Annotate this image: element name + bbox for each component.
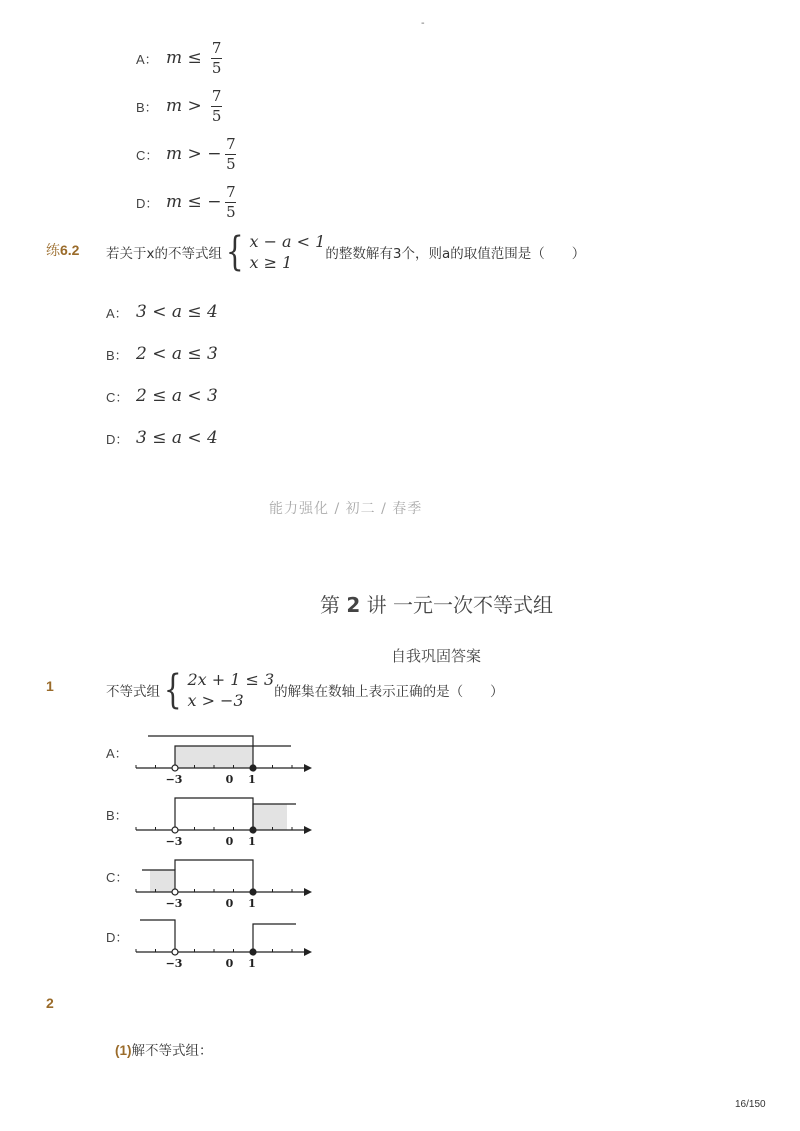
question-number-2: 2 xyxy=(46,995,54,1011)
operator: > xyxy=(187,96,202,116)
brace-icon: { xyxy=(163,667,182,713)
inequality-system xyxy=(222,231,325,273)
stem-text-after: 的整数解有3个，则a的取值范围是（ ） xyxy=(325,246,586,262)
closed-dot xyxy=(250,889,256,895)
practice-number: 6.2 xyxy=(60,242,80,258)
tick-label: −3 xyxy=(165,773,183,786)
operator: ≤ xyxy=(187,48,202,68)
fraction xyxy=(211,88,222,125)
number-line-b xyxy=(136,798,312,848)
option-expression xyxy=(166,136,236,173)
shaded-region xyxy=(175,746,253,768)
tick-label: 1 xyxy=(248,897,256,910)
denominator: 5 xyxy=(211,107,222,125)
brace-icon: { xyxy=(225,229,244,275)
solution-bracket xyxy=(175,860,253,892)
q6-1-option[interactable] xyxy=(136,136,236,173)
stem-text-before: 若关于x的不等式组 xyxy=(106,246,222,262)
tick-label: 0 xyxy=(225,897,234,910)
tick-label: 1 xyxy=(248,773,256,786)
axis-arrow-icon xyxy=(304,826,312,834)
numerator: 7 xyxy=(211,87,222,105)
option-expression xyxy=(166,40,222,77)
tick-label: 0 xyxy=(225,957,234,970)
open-dot xyxy=(172,765,178,771)
option-label-c[interactable]: C： xyxy=(106,870,129,885)
denominator: 5 xyxy=(226,155,236,173)
q6-2-option[interactable] xyxy=(106,344,218,364)
sub-question-text: 解不等式组： xyxy=(131,1043,213,1059)
denominator: 5 xyxy=(226,203,236,221)
fraction xyxy=(225,184,236,221)
lecture-name: 讲 一元一次不等式组 xyxy=(366,593,553,617)
operator: > xyxy=(187,144,202,164)
option-expression: 3 < a ≤ 4 xyxy=(136,302,218,322)
option-label-b[interactable]: B： xyxy=(106,808,128,823)
numerator: 7 xyxy=(211,39,222,57)
variable: m xyxy=(166,48,183,68)
option-expression xyxy=(166,88,222,125)
question-1-stem xyxy=(106,669,504,711)
section-title: 自我巩固答案 xyxy=(391,647,482,665)
tick-label: −3 xyxy=(165,897,183,910)
axis-arrow-icon xyxy=(304,764,312,772)
system-row: 2x + 1 ≤ 3 xyxy=(187,670,275,689)
closed-dot xyxy=(250,765,256,771)
option-label-a[interactable]: A： xyxy=(106,746,128,761)
question-6-2-stem xyxy=(106,231,585,273)
option-label-d[interactable]: D： xyxy=(106,930,129,945)
option-expression: 3 ≤ a < 4 xyxy=(136,428,218,448)
tick-label: −3 xyxy=(165,835,183,848)
axis-arrow-icon xyxy=(304,948,312,956)
tick-label: 0 xyxy=(225,835,234,848)
tick-label: 1 xyxy=(248,835,256,848)
option-expression xyxy=(166,184,236,221)
option-label: A： xyxy=(106,305,128,321)
system-row: x − a < 1 xyxy=(249,232,326,251)
system-row: x ≥ 1 xyxy=(249,253,293,272)
breadcrumb: 能力强化 / 初二 / 春季 xyxy=(269,501,423,517)
sign: − xyxy=(207,192,222,212)
q6-1-option[interactable] xyxy=(136,184,236,221)
inequality-system xyxy=(160,669,274,711)
solution-bracket xyxy=(175,798,253,830)
option-label: B： xyxy=(136,100,158,115)
q6-2-option[interactable] xyxy=(106,428,218,448)
option-label: B： xyxy=(106,347,128,363)
denominator: 5 xyxy=(211,59,222,77)
lecture-number: 2 xyxy=(346,593,361,617)
system-row: x > −3 xyxy=(187,691,244,710)
fraction xyxy=(225,136,236,173)
sign: − xyxy=(207,144,222,164)
stem-text-before: 不等式组 xyxy=(106,684,160,700)
question-number-1: 1 xyxy=(46,678,54,694)
number-line-d xyxy=(136,920,312,970)
top-mark: - xyxy=(421,18,425,29)
sub-question-number: (1) xyxy=(115,1043,132,1058)
lecture-prefix: 第 xyxy=(320,593,340,617)
variable: m xyxy=(166,144,183,164)
stem-text-after: 的解集在数轴上表示正确的是（ ） xyxy=(274,684,504,700)
closed-dot xyxy=(250,949,256,955)
tick-label: 1 xyxy=(248,957,256,970)
question-number-6-2 xyxy=(46,240,79,260)
option-label: D： xyxy=(106,431,129,447)
option-label: A： xyxy=(136,52,158,67)
operator: ≤ xyxy=(187,192,202,212)
tick-label: −3 xyxy=(165,957,183,970)
open-dot xyxy=(172,889,178,895)
number-line-a xyxy=(136,736,312,786)
option-expression: 2 < a ≤ 3 xyxy=(136,344,218,364)
shaded-region xyxy=(253,804,287,830)
lecture-title xyxy=(320,589,553,618)
fraction xyxy=(211,40,222,77)
option-label: C： xyxy=(136,148,159,163)
numerator: 7 xyxy=(226,135,236,153)
numerator: 7 xyxy=(226,183,236,201)
tick-label: 0 xyxy=(225,773,234,786)
solution-bracket xyxy=(140,920,175,952)
page-number: 16/150 xyxy=(735,1099,766,1110)
option-expression: 2 ≤ a < 3 xyxy=(136,386,218,406)
option-label: C： xyxy=(106,389,129,405)
number-line-figure xyxy=(126,728,316,974)
closed-dot xyxy=(250,827,256,833)
open-dot xyxy=(172,827,178,833)
option-label: D： xyxy=(136,196,159,211)
shaded-region xyxy=(150,870,175,892)
solution-bracket xyxy=(253,924,296,952)
practice-prefix: 练 xyxy=(46,242,60,258)
q6-1-option[interactable] xyxy=(136,88,222,125)
q6-2-option[interactable] xyxy=(106,386,218,406)
question-2-part-1 xyxy=(115,1039,213,1059)
open-dot xyxy=(172,949,178,955)
q6-2-option[interactable] xyxy=(106,302,218,322)
variable: m xyxy=(166,96,183,116)
variable: m xyxy=(166,192,183,212)
number-line-c xyxy=(136,860,312,910)
q6-1-option[interactable] xyxy=(136,40,222,77)
axis-arrow-icon xyxy=(304,888,312,896)
